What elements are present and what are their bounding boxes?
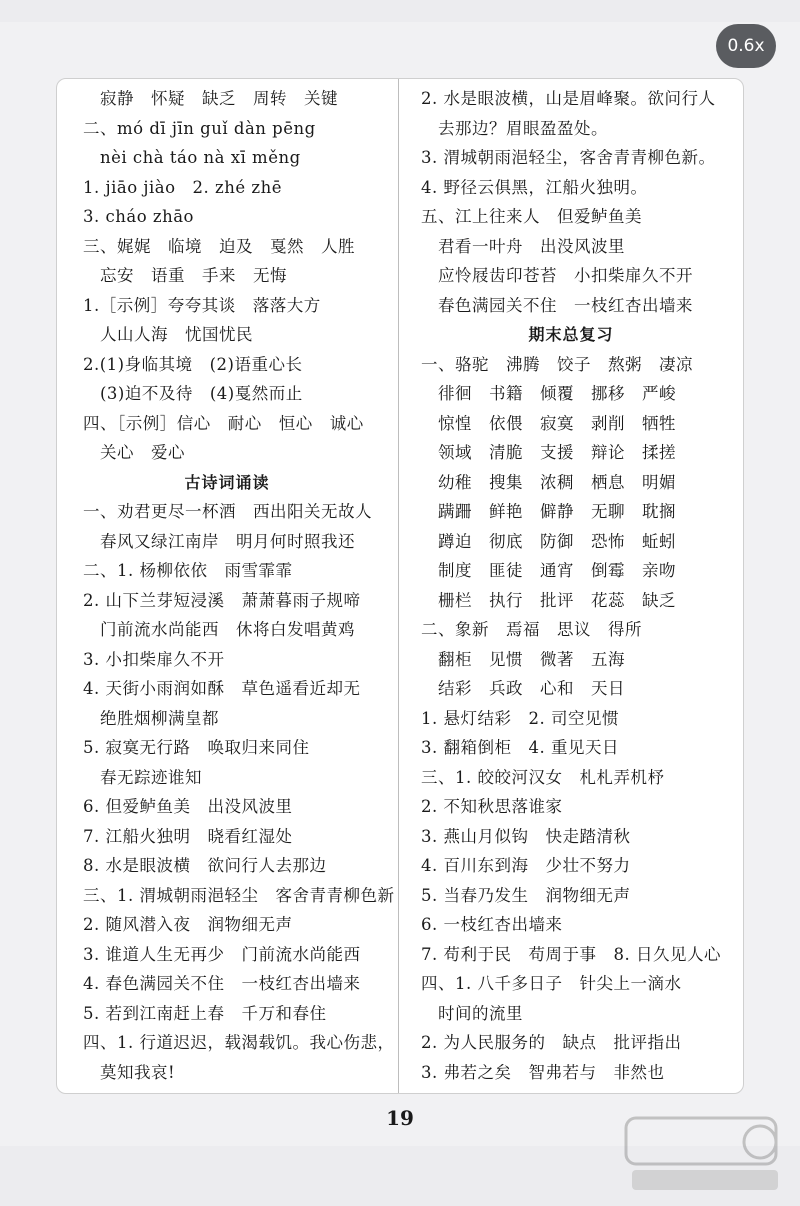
answer-line: 二、1. 杨柳依依 雨雪霏霏 — [83, 561, 293, 580]
answer-line: 春色满园关不住 一枝红杏出墙来 — [421, 295, 693, 315]
answer-line: 2. 随风潜入夜 润物细无声 — [83, 915, 293, 934]
answer-line: 3. 小扣柴扉久不开 — [83, 649, 225, 669]
answer-line: 3. cháo zhāo — [83, 207, 194, 226]
answer-line: 栅栏 执行 批评 花蕊 缺乏 — [421, 590, 676, 610]
answer-line: 1. 悬灯结彩 2. 司空见惯 — [421, 708, 619, 728]
answer-line: 去那边？眉眼盈盈处。 — [421, 118, 608, 138]
answer-line: 绝胜烟柳满皇都 — [83, 708, 219, 728]
top-strip — [0, 0, 800, 22]
answer-line: 关心 爱心 — [83, 443, 185, 462]
answer-line: 春风又绿江南岸 明月何时照我还 — [83, 531, 355, 551]
answer-line: 3. 渭城朝雨浥轻尘，客舍青青柳色新。 — [421, 148, 716, 167]
section-heading: 古诗词诵读 — [184, 472, 270, 492]
answer-line: 时间的流里 — [421, 1003, 523, 1023]
answer-line: 三、娓娓 临境 迫及 戛然 人胜 — [83, 236, 355, 256]
answer-line: 蹒跚 鲜艳 僻静 无聊 耽搁 — [421, 502, 676, 521]
answer-line: 蹲迫 彻底 防御 恐怖 蚯蚓 — [421, 531, 676, 551]
answer-line: 制度 匪徒 通宵 倒霉 亲吻 — [421, 561, 676, 580]
answer-line: 领域 清脆 支援 辩论 揉搓 — [421, 443, 676, 462]
answer-line: 翻柜 见惯 微著 五海 — [421, 649, 625, 669]
answer-line: 6. 一枝红杏出墙来 — [421, 915, 563, 934]
answer-line: 莫知我哀! — [83, 1062, 176, 1082]
answer-line: 2. 不知秋思落谁家 — [421, 797, 563, 816]
answer-line: 2. 为人民服务的 缺点 批评指出 — [421, 1033, 682, 1052]
answer-line: 一、骆驼 沸腾 饺子 熬粥 凄凉 — [421, 354, 693, 374]
answer-line: 6. 但爱鲈鱼美 出没风波里 — [83, 797, 293, 816]
answer-line: 君看一叶舟 出没风波里 — [421, 236, 625, 256]
answer-line: 惊惶 依偎 寂寞 剥削 牺牲 — [421, 413, 676, 433]
answer-line: 四、1. 行道迟迟，载渴载饥。我心伤悲， — [83, 1033, 395, 1052]
answer-line: 3. 弗若之矣 智弗若与 非然也 — [421, 1062, 665, 1082]
answer-line: 人山人海 忧国忧民 — [83, 325, 253, 344]
page-number: 19 — [386, 1106, 414, 1130]
answer-line: 4. 百川东到海 少壮不努力 — [421, 856, 631, 875]
answer-line: 门前流水尚能西 休将白发唱黄鸡 — [83, 620, 355, 639]
answer-line: 2. 山下兰芽短浸溪 萧萧暮雨子规啼 — [83, 590, 361, 610]
answer-line: 三、1. 皎皎河汉女 札札弄机杼 — [421, 767, 665, 787]
answer-line: 1. jiāo jiào 2. zhé zhē — [83, 177, 282, 197]
playback-speed-button[interactable]: 0.6x — [716, 24, 776, 68]
answer-line: 2.(1)身临其境 (2)语重心长 — [83, 354, 303, 374]
answer-line: 5. 寂寞无行路 唤取归来同住 — [83, 738, 310, 757]
answer-page — [56, 78, 744, 1094]
answer-line: 一、劝君更尽一杯酒 西出阳关无故人 — [83, 502, 372, 521]
answer-line: 7. 江船火独明 晓看红湿处 — [83, 826, 293, 846]
answer-line: 结彩 兵政 心和 天日 — [421, 679, 625, 698]
answer-line: 4. 天街小雨润如酥 草色遥看近却无 — [83, 679, 361, 698]
answer-line: 幼稚 搜集 浓稠 栖息 明媚 — [421, 472, 676, 492]
answer-line: 1.［示例］夸夸其谈 落落大方 — [83, 295, 321, 315]
answer-line: 5. 若到江南赶上春 千万和春住 — [83, 1003, 327, 1023]
answer-line: 4. 春色满园关不住 一枝红杏出墙来 — [83, 974, 361, 993]
answer-line: 四、［示例］信心 耐心 恒心 诚心 — [83, 413, 364, 433]
answer-line: 二、mó dī jīn guǐ dàn pēng — [83, 118, 316, 138]
answer-line: 忘安 语重 手来 无悔 — [83, 266, 287, 285]
answer-line: 四、1. 八千多日子 针尖上一滴水 — [421, 974, 682, 993]
answer-line: 5. 当春乃发生 润物细无声 — [421, 885, 631, 905]
answer-line: 五、江上往来人 但爱鲈鱼美 — [421, 207, 642, 226]
answer-line: 应怜屐齿印苍苔 小扣柴扉久不开 — [421, 266, 693, 285]
answer-line: 3. 燕山月似钩 快走踏清秋 — [421, 826, 631, 846]
section-heading: 期末总复习 — [528, 325, 614, 344]
answer-line: 8. 水是眼波横 欲问行人去那边 — [83, 856, 327, 875]
answer-line: 2. 水是眼波横，山是眉峰聚。欲问行人 — [421, 89, 716, 108]
answer-line: nèi chà táo nà xī měng — [83, 148, 301, 167]
answer-line: 二、象新 焉福 思议 得所 — [421, 620, 642, 639]
answer-line: 三、1. 渭城朝雨浥轻尘 客舍青青柳色新 — [83, 885, 395, 905]
column-divider — [398, 79, 399, 1093]
answer-line: (3)迫不及待 (4)戛然而止 — [83, 384, 303, 403]
answer-line: 寂静 怀疑 缺乏 周转 关键 — [83, 89, 338, 108]
answer-line: 4. 野径云俱黑，江船火独明。 — [421, 177, 648, 197]
answer-line: 春无踪迹谁知 — [83, 767, 202, 787]
answer-line: 3. 谁道人生无再少 门前流水尚能西 — [83, 944, 361, 964]
answer-line: 7. 苟利于民 苟周于事 8. 日久见人心 — [421, 944, 721, 964]
watermark-logo-icon — [620, 1112, 790, 1196]
answer-line: 3. 翻箱倒柜 4. 重见天日 — [421, 738, 619, 757]
answer-line: 徘徊 书籍 倾覆 挪移 严峻 — [421, 384, 676, 403]
